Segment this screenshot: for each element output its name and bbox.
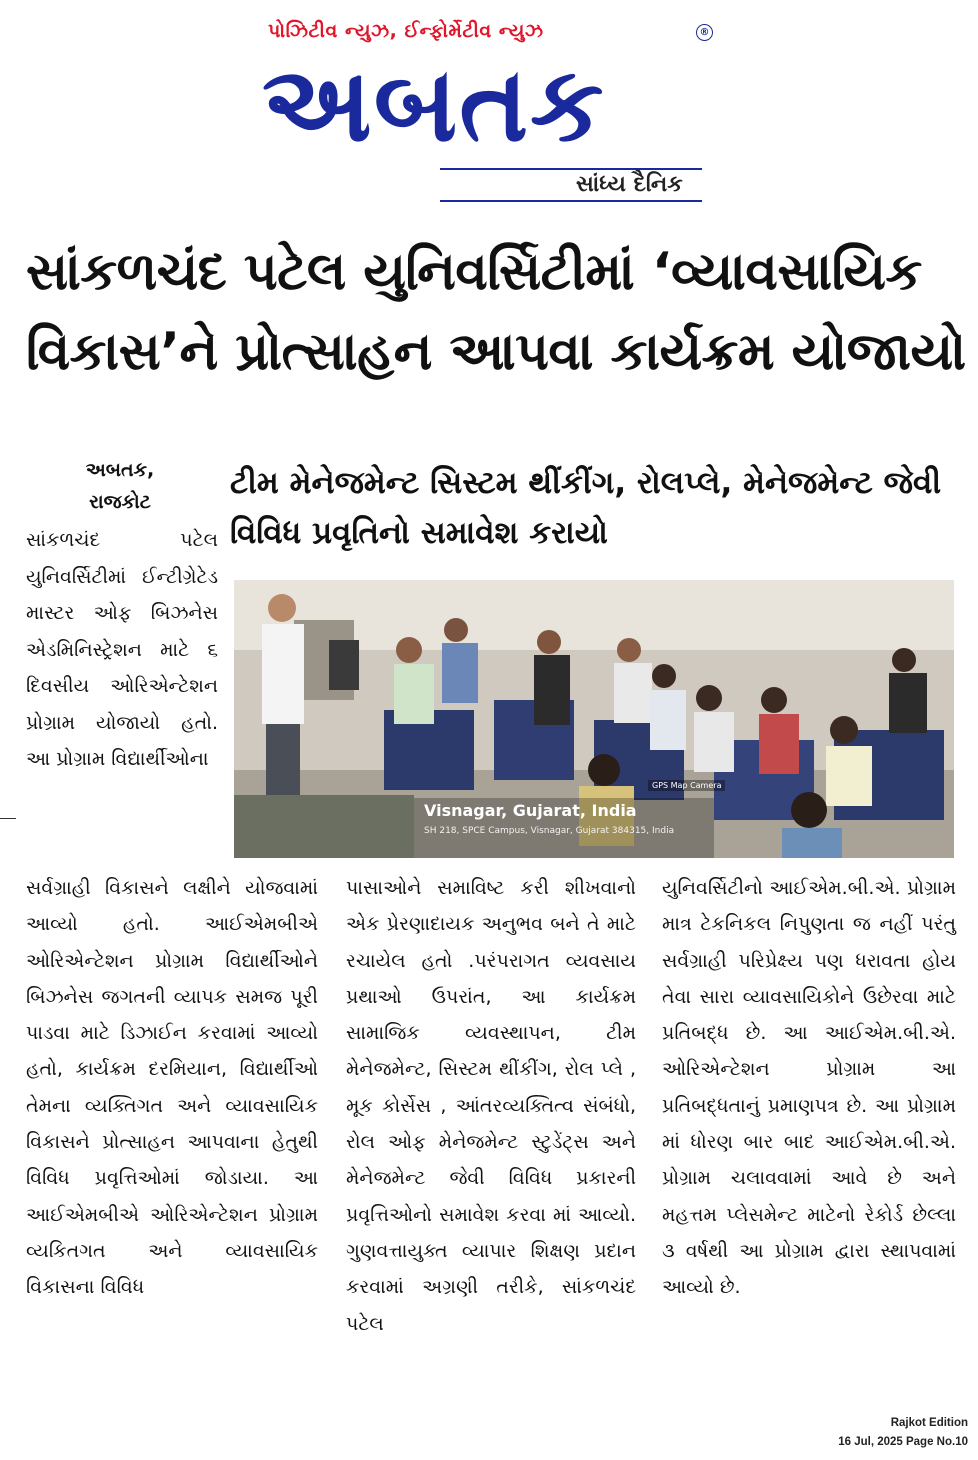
masthead bbox=[0, 0, 978, 210]
article-column-3: યુનિવર્સિટીનો આઈએમ.બી.એ. પ્રોગ્રામ માત્ર ટેકનિકલ નિપુણતા જ નહીં પરંતુ સર્વગ્રાહી પરિપ્રેક્ષ્ય પણ ધરાવતા હોય તેવા સારા વ્યાવસાયિકોને ઉછેરવા માટે પ્રતિબદ્ધ છે. આ આઈએમ.બી.એ. ઓરિએન્ટેશન પ્રોગ્રામ આ પ્રતિબદ્ધતાનું પ્રમાણપત્ર છે. આ પ્રોગ્રામ માં ધોરણ બાર બાદ આઈએમ.બી.એ. પ્રોગ્રામ ચલાવવામાં આવે છે અને મહત્તમ પ્લેસમેન્ટ માટેનો રેકોર્ડ છેલ્લા ૩ વર્ષથી આ પ્રોગ્રામ દ્વારા સ્થાપવામાં આવ્યો છે. bbox=[662, 877, 956, 1299]
article-column-1: સર્વગ્રાહી વિકાસને લક્ષીને યોજવામાં આવ્યો હતો. આઈએમબીએ ઓરિએન્ટેશન પ્રોગ્રામ વિદ્યાર્થીઓને બિઝનેસ જગતની વ્યાપક સમજ પૂરી પાડવા માટે ડિઝાઈન કરવામાં આવ્યો હતો, કાર્યક્રમ દરમિયાન, વિદ્યાર્થીઓ તેમના વ્યક્તિગત અને વ્યાવસાયિક વિકાસને પ્રોત્સાહન આપવાના હેતુથી વિવિધ પ્રવૃત્તિઓમાં જોડાયા. આ આઈએમબીએ ઓરિએન્ટેશન પ્રોગ્રામ વ્યકિતગત અને વ્યાવસાયિક વિકાસના વિવિધ bbox=[26, 877, 318, 1299]
photo-location-title: Visnagar, Gujarat, India bbox=[424, 801, 637, 820]
article-column-2: પાસાઓને સમાવિષ્ટ કરી શીખવાનો એક પ્રેરણાદાયક અનુભવ બને તે માટે રચાયેલ હતો .પરંપરાગત વ્યવસાય પ્રથાઓ ઉપરાંત, આ કાર્યક્રમ સામાજિક વ્યવસ્થાપન, ટીમ મેનેજમેન્ટ, સિસ્ટમ થીંકીંગ, રોલ પ્લે , મૂક કોર્સેસ , આંતરવ્યક્તિત્વ સંબંધો, રોલ ઓફ મેનેજમેન્ટ સ્ટુડેંટ્સ અને મેનેજમેન્ટ જેવી વિવિધ પ્રકારની પ્રવૃત્તિઓનો સમાવેશ કરવા માં આવ્યો. ગુણવત્તાયુક્ત વ્યાપાર શિક્ષણ પ્રદાન કરવામાં અગ્રણી તરીકે, સાંકળચંદ પટેલ bbox=[346, 877, 636, 1335]
dateline-source: અબતક, bbox=[85, 459, 155, 481]
article-intro: સાંકળચંદ પટેલ યુનિવર્સિટીમાં ઈન્ટીગ્રેટેડ માસ્ટર ઓફ બિઝનેસ એડમિનિસ્ટ્રેશન માટે ૬ દિવસીય ઓરિએન્ટેશન પ્રોગ્રામ યોજાયો હતો. આ પ્રોગ્રામ વિદ્યાર્થીઓના bbox=[26, 529, 218, 770]
logo-divider-bottom bbox=[440, 200, 702, 202]
newspaper-logo: અબતક bbox=[262, 43, 606, 165]
edition-footer bbox=[838, 1414, 968, 1452]
edition-date-page: 16 Jul, 2025 Page No.10 bbox=[838, 1436, 968, 1448]
masthead-subtitle: સાંધ્ય દૈનિક bbox=[576, 172, 683, 197]
gps-badge: GPS Map Camera bbox=[648, 780, 725, 791]
dateline-city: રાજકોટ bbox=[89, 491, 151, 513]
margin-rule bbox=[0, 818, 16, 819]
registered-mark-icon: ® bbox=[696, 24, 713, 41]
article-subheadline: ટીમ મેનેજમેન્ટ સિસ્ટમ થીંકીંગ, રોલપ્લે, મેનેજમેન્ટ જેવી વિવિધ પ્રવૃતિનો સમાવેશ કરાયો bbox=[230, 465, 942, 551]
logo-divider bbox=[440, 168, 702, 170]
photo-location-address: SH 218, SPCE Campus, Visnagar, Gujarat 384315, India bbox=[424, 826, 675, 836]
article-headline: સાંકળચંદ પટેલ યુનિવર્સિટીમાં ‘વ્યાવસાયિક વિકાસ’ને પ્રોત્સાહન આપવા કાર્યક્રમ યોજાયો bbox=[26, 242, 966, 382]
dateline bbox=[30, 454, 210, 518]
edition-name: Rajkot Edition bbox=[890, 1417, 968, 1429]
masthead-tagline: પોઝિટીવ ન્યુઝ, ઈન્ફોર્મેટીવ ન્યુઝ bbox=[268, 20, 544, 42]
